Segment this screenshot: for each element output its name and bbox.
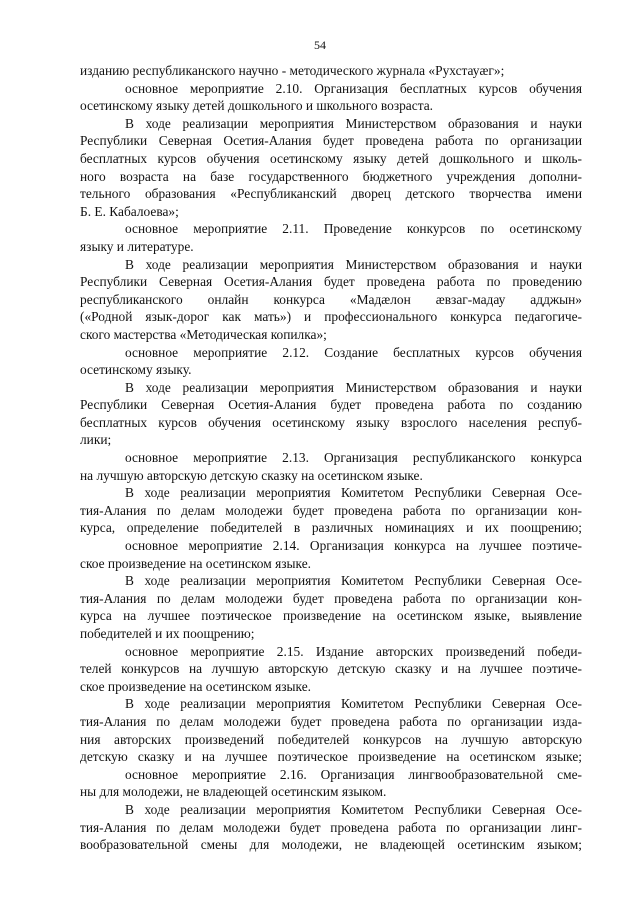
text-line: телей конкурсов на лучшую авторскую детскую сказку и на лучшее поэтиче- xyxy=(80,661,582,677)
text-line: («Родной язык-дорог как мать») и профессионального конкурса педагогиче- xyxy=(80,309,582,325)
text-line: бесплатных курсов обучения осетинскому языку взрослого населения респуб- xyxy=(80,414,582,430)
text-line: ния авторских произведений победителей конкурсов на лучшую авторскую xyxy=(80,731,582,747)
text-line: основное мероприятие 2.15. Издание авторских произведений победи- xyxy=(125,643,582,659)
text-line: основное мероприятие 2.11. Проведение конкурсов по осетинскому xyxy=(125,221,582,237)
text-line: вообразовательной смены для молодежи, не владеющей осетинским языком; xyxy=(80,837,582,853)
text-line: тия-Алания по делам молодежи будет проведена работа по организации изда- xyxy=(80,713,582,729)
text-line: Республики Северная Осетия-Алания будет проведена работа по созданию xyxy=(80,397,582,413)
text-line: Б. Е. Кабалоева»; xyxy=(80,203,179,219)
text-line: ское произведение на осетинском языке. xyxy=(80,678,311,694)
text-line: Республики Северная Осетия-Алания будет проведена работа по организации xyxy=(80,133,582,149)
document-body xyxy=(80,62,582,854)
text-line: тельного образования «Республиканский дворец детского творчества имени xyxy=(80,186,582,202)
text-line: Республики Северная Осетия-Алания будет проведена работа по проведению xyxy=(80,274,582,290)
text-line: тия-Алания по делам молодежи будет проведена работа по организации линг- xyxy=(80,819,582,835)
text-line: основное мероприятие 2.14. Организация конкурса на лучшее поэтиче- xyxy=(125,538,582,554)
text-line: тия-Алания по делам молодежи будет проведена работа по организации кон- xyxy=(80,502,582,518)
text-line: В ходе реализации мероприятия Комитетом Республики Северная Осе- xyxy=(125,696,582,712)
text-line: курса, определение победителей в различных номинациях и их поощрению; xyxy=(80,520,582,536)
text-line: победителей и их поощрению; xyxy=(80,626,255,641)
text-line: ское произведение на осетинском языке. xyxy=(80,555,311,571)
text-line: тия-Алания по делам молодежи будет проведена работа по организации кон- xyxy=(80,590,582,606)
text-line: В ходе реализации мероприятия Комитетом Республики Северная Осе- xyxy=(125,573,582,589)
text-line: В ходе реализации мероприятия Министерством образования и науки xyxy=(125,256,582,272)
text-line: В ходе реализации мероприятия Комитетом Республики Северная Осе- xyxy=(125,485,582,501)
text-line: В ходе реализации мероприятия Министерством образования и науки xyxy=(125,379,582,395)
text-line: на лучшую авторскую детскую сказку на осетинском языке. xyxy=(80,467,423,483)
text-line: республиканского онлайн конкурса «Мадæлон æвзаг-мадау адджын» xyxy=(80,291,582,307)
text-line: ского мастерства «Методическая копилка»; xyxy=(80,326,327,342)
text-line: курса на лучшее поэтическое произведение на осетинском языке, выявление xyxy=(80,608,582,624)
text-line: осетинскому языку. xyxy=(80,362,192,378)
text-line: основное мероприятие 2.12. Создание бесплатных курсов обучения xyxy=(125,344,582,360)
text-line: осетинскому языку детей дошкольного и школьного возраста. xyxy=(80,98,433,114)
text-line: бесплатных курсов обучения осетинскому языку детей дошкольного и школь- xyxy=(80,150,582,166)
text-line: изданию республиканского научно - методического журнала «Рухстауæг»; xyxy=(80,63,505,78)
text-line: основное мероприятие 2.16. Организация лингвообразовательной сме- xyxy=(125,766,582,782)
text-line: В ходе реализации мероприятия Комитетом Республики Северная Осе- xyxy=(125,801,582,817)
text-line: ного возраста на базе государственного бюджетного учреждения дополни- xyxy=(80,168,582,184)
page-number: 54 xyxy=(314,38,326,52)
text-line: детскую сказку и на лучшее поэтическое произведение на осетинском языке; xyxy=(80,749,582,765)
text-line: ны для молодежи, не владеющей осетинским языком. xyxy=(80,784,387,800)
text-line: основное мероприятие 2.13. Организация республиканского конкурса xyxy=(125,450,582,466)
text-line: В ходе реализации мероприятия Министерством образования и науки xyxy=(125,115,582,131)
text-line: лики; xyxy=(80,432,112,448)
text-line: основное мероприятие 2.10. Организация бесплатных курсов обучения xyxy=(125,80,582,96)
text-line: языку и литературе. xyxy=(80,238,194,254)
